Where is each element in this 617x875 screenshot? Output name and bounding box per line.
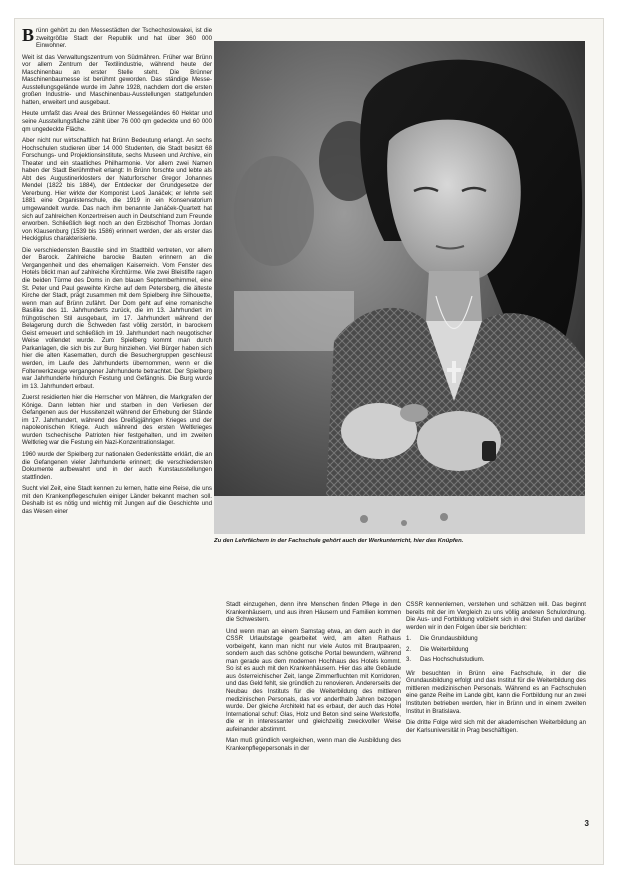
list-item: 1. Die Grundausbildung: [406, 635, 478, 643]
left-text-column: [22, 27, 212, 835]
paragraph: Sucht viel Zeit, eine Stadt kennen zu lernen, hatte eine Reise, die uns mit den Krankenpflegeschulen einiger Länder bekannt machen soll. Deshalb ist es nötig und wichtig mit Jungen auf die Geschichte und das Wesen einer: [22, 485, 212, 515]
photo-illustration: [214, 41, 585, 534]
paragraph: Die dritte Folge wird sich mit der akademischen Weiterbildung an der Karlsuniversität in Prag beschäftigen.: [406, 719, 586, 734]
paragraph: Zuerst residierten hier die Herrscher von Mähren, die Markgrafen der Könige. Dann lebten hier und starben in den Verliesen der Gefangenen aus der Hussitenzeit während der Erhebung der Stände im 17. Jahrhundert, während des Dreißigjährigen Krieges und der napoleonischen Kriege. Auch während des ersten Weltkrieges wurden tschechische Patrioten hier festgehalten, und im zweiten Weltkrieg war die Festung ein Nazi-Konzentrationslager.: [22, 394, 212, 447]
paragraph: Weit ist das Verwaltungszentrum von Südmähren. Früher war Brünn vor allem Zentrum der Textilindustrie, während heute der Maschinenbau an erster Stelle steht. Die Brünner Maschinenbaumesse ist berühmt geworden. Das ständige Messe-Ausstellungsgelände wurde im Jahre 1928, nachdem dort die ersten großen Industrie- und Maschinenbau-Ausstellungen stattgefunden hatten, erweitert und ausgebaut.: [22, 53, 212, 106]
photo-student-knitting: [214, 41, 585, 534]
dropcap: B: [22, 27, 35, 45]
photo-caption: Zu den Lehrfächern in der Fachschule gehört auch der Werkunterricht, hier das Knüpfen.: [214, 538, 464, 544]
magazine-page: [14, 18, 604, 865]
paragraph: Man muß gründlich vergleichen, wenn man die Ausbildung des Krankenpflegepersonals in der: [226, 737, 401, 752]
paragraph: Stadt einzugehen, denn ihre Menschen finden Pflege in den Krankenhäusern, und aus ihren Häusern und Familien kommen die Schwestern.: [226, 601, 401, 624]
paragraph: 1960 wurde der Spielberg zur nationalen Gedenkstätte erklärt, die an die Gefangenen vieler Jahrhunderte erinnert; die verschiedensten Dokumente aufbewahrt und in der auch Kunstausstellungen stattfinden.: [22, 450, 212, 481]
paragraph: Brünn gehört zu den Messestädten der Tschechoslowakei, ist die zweitgrößte Stadt der Republik und hat über 360 000 Einwohner.: [22, 27, 212, 50]
page-number: 3: [584, 819, 589, 828]
list-item: 2. Die Weiterbildung: [406, 645, 469, 653]
right-text-column: [406, 601, 586, 851]
paragraph: Und wenn man an einem Samstag etwa, an dem auch in der CSSR Urlaubstage gearbeitet wird, am alten Rathaus vorbeigeht, kann man nicht nur viele Autos mit Brautpaaren, sondern auch das schöne gotische Portal bewundern, während man gerade aus dem modernen Hochhaus des Hotels kommt. So ist es auch mit den Krankenhäusern. Hier das alte Gebäude aus österreichischer Zeit, lange Zimmerfluchten mit Korridoren, und das Geld fehlt, sie gründlich zu renovieren. Andererseits der Neubau des Instituts für die Weiterbildung des mittleren medizinischen Personals, das vor anderthalb Jahren bezogen wurde. Der gleiche Architekt hat es erbaut, der auch das Hotel International schuf: Glas, Holz und Beton sind seine Werkstoffe, die er in interessanter und gleichzeitig zweckvoller Weise aufeinander abstimmt.: [226, 627, 401, 733]
paragraph: Die verschiedensten Baustile sind im Stadtbild vertreten, vor allem der Barock. Zahlreiche barocke Bauten erinnern an die Vergangenheit und des ehemaligen Kaiserreich. Vom Fenster des Hotels blickt man auf zahlreiche Kirchtürme. Wie zwei Bleistifte ragen die beiden Türme des Doms in den blauen Septemberhimmel, eine St. Peter und Paul geweihte Kirche auf dem Petersberg, die älteste Kirche der Stadt, prägt zusammen mit dem Spielberg ihre Silhouette, wenn man auf Brünn zufährt. Der Dom geht auf eine romanische Basilika des 11. Jahrhunderts zurück, die im 13. Jahrhundert im frühgotischen Stil ausgebaut, im 17. Jahrhundert während der Belagerung durch die Schweden fast völlig zerstört, in barockem Geist erneuert und schließlich im 19. Jahrhundert nach neugotischer Weise vollendet wurde. Zum Spielberg kommt man durch Parkanlagen, die sich bis zur Burg hinziehen. Viel Bürger haben sich hier die alten Kasematten, durch die Besuchergruppen geschleust werden, im Laufe des Jahrhunderts übernommen, wenn er die Folterwerkzeuge vergangener Jahrhunderte betrachtet. Der Spielberg war Jahrhunderte hindurch Festung und Gefängnis. Die Burg wurde im 13. Jahrhundert erbaut.: [22, 246, 212, 390]
education-stages-list: [406, 635, 586, 664]
paragraph: Heute umfaßt das Areal des Brünner Messegeländes 60 Hektar und seine Ausstellungsfläche zählt über 76 000 qm gedeckte und 60 000 qm ungedeckte Fläche.: [22, 110, 212, 133]
paragraph: CSSR kennenlernen, verstehen und schätzen will. Das beginnt bereits mit der im Vergleich zu uns völlig anderen Schulordnung. Die Aus- und Fortbildung vollzieht sich in drei Stufen und darüber werden wir in den Folgen über sie berichten:: [406, 601, 586, 631]
middle-text-column: [226, 601, 401, 851]
paragraph: Wir besuchten in Brünn eine Fachschule, in der die Grundausbildung erfolgt und das Institut für die Weiterbildung des mittleren medizinischen Personals. Während es an Fachschulen eine ganze Reihe im Lande gibt, kann die Fortbildung nur an zwei Instituten betrieben werden, hier in Brünn und in einem zweiten Institut in Bratislava.: [406, 669, 586, 715]
paragraph: Aber nicht nur wirtschaftlich hat Brünn Bedeutung erlangt. An sechs Hochschulen studieren über 14 000 Studenten, die Stadt besitzt 68 Forschungs- und Projektionsinstitute, sechs Museen und Archive, ein Theater und ein staatliches Philharmonie. Vor allem zwei Namen haben der Stadt Berühmtheit erlangt: In Brünn forschte und lebte als Abt des Augustinerklosters der Naturforscher Gregor Johannes Mendel (1822 bis 1884), der Entdecker der Grundgesetze der Vererbung. Hier wirkte der Komponist Leoš Janáček; er lehrte seit 1881 eine Organistenschule, die 1919 in ein Konservatorium umgewandelt wurde. Das nach ihm benannte Janáček-Quartett hat sich auf zahlreichen Konzertreisen auch in Deutschland zum Freunde erworben. Schließlich liegt noch an den Erzbischof Thomas Jordan von Klausenburg (1539 bis 1586) erinnert werden, der als erster das Heckigplus charakterisierte.: [22, 137, 212, 243]
list-item: 3. Das Hochschulstudium.: [406, 656, 485, 664]
